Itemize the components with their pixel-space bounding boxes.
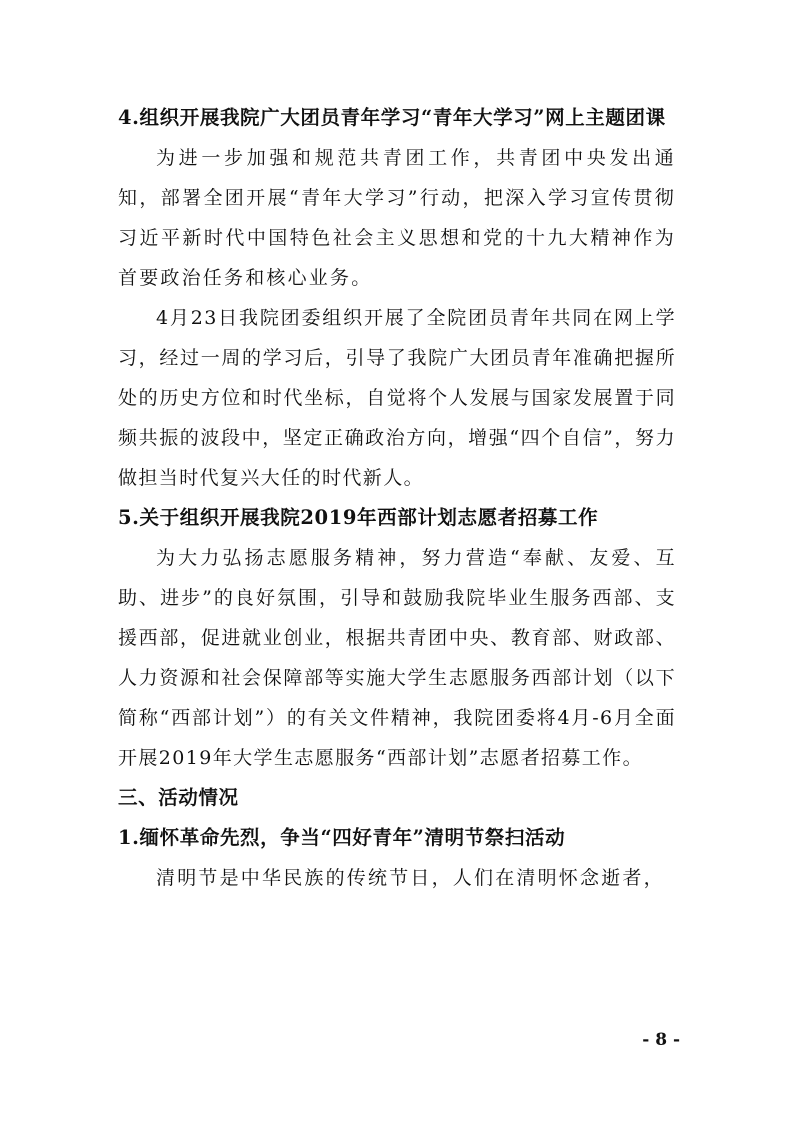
section-heading-activity-1: 1.缅怀革命先烈，争当“四好青年”清明节祭扫活动 [118, 826, 566, 849]
page-number: - 8 - [642, 1030, 680, 1050]
paragraph-3: 为大力弘扬志愿服务精神，努力营造“奉献、友爱、互助、进步”的良好氛围，引导和鼓励我院毕业生服务西部、支援西部，促进就业创业，根据共青团中央、教育部、财政部、人力资源和社会保障部等实施大学生志愿服务西部计划（以下简称“西部计划”）的有关文件精神，我院团委将4月-6月全面开展2019年大学生志愿服务“西部计划”志愿者招募工作。 [118, 547, 676, 769]
section-heading-activities: 三、活动情况 [118, 786, 239, 809]
paragraph-4: 清明节是中华民族的传统节日，人们在清明怀念逝者， [156, 867, 665, 889]
paragraph-2: 4月23日我院团委组织开展了全院团员青年共同在网上学习，经过一周的学习后，引导了我院广大团员青年准确把握所处的历史方位和时代坐标，自觉将个人发展与国家发展置于同频共振的波段中，坚定正确政治方向，增强“四个自信”，努力做担当时代复兴大任的时代新人。 [118, 307, 676, 489]
document-body [118, 98, 676, 898]
section-heading-4: 4.组织开展我院广大团员青年学习“青年大学习”网上主题团课 [118, 106, 666, 129]
paragraph-1: 为进一步加强和规范共青团工作，共青团中央发出通知，部署全团开展“青年大学习”行动，把深入学习宣传贯彻习近平新时代中国特色社会主义思想和党的十九大精神作为首要政治任务和核心业务。 [118, 147, 676, 289]
section-heading-5: 5.关于组织开展我院2019年西部计划志愿者招募工作 [118, 506, 599, 529]
